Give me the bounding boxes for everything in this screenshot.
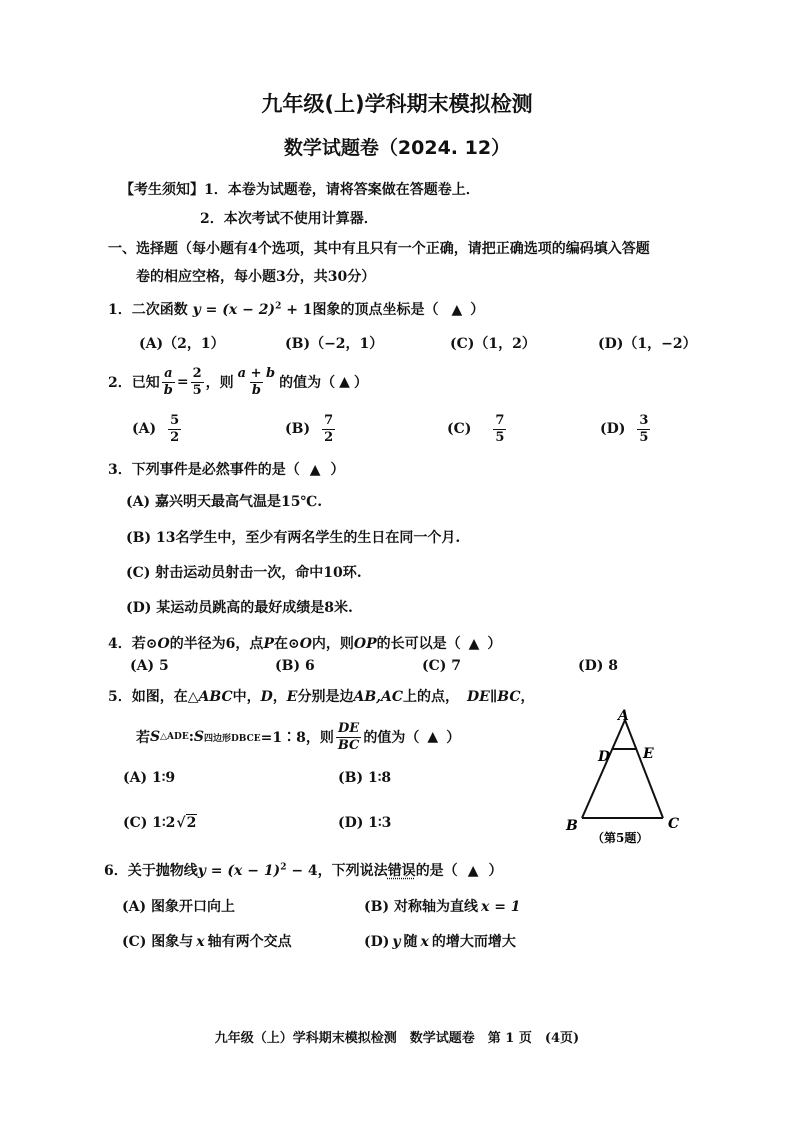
q5-answer-mark: ▲ (427, 729, 439, 746)
q6-option-c: (C) 图象与 x 轴有两个交点 (122, 934, 292, 950)
q5-option-b: (B) 1∶8 (338, 770, 392, 786)
q1-option-a: (A)（2，1） (139, 336, 225, 352)
q1-number: 1． (108, 302, 132, 318)
label-a: A (618, 708, 629, 724)
q1-tail: + 1图象的顶点坐标是（ (281, 302, 439, 318)
q1-option-b: (B)（−2，1） (285, 336, 384, 352)
question-6: 6．关于抛物线$y = (x - 1)^2 - 4$，下列说法错误的是（ ▲ ） (104, 862, 503, 879)
label-d: D (598, 749, 611, 765)
question-4: 4．若⊙O的半径为6，点P在⊙O内，则OP的长可以是（ ▲ ） (108, 636, 502, 652)
q5-fraction-de-over-bc: $\frac{DE}{BC}$ (337, 721, 360, 753)
q3-stem: 下列事件是必然事件的是（ (131, 462, 300, 478)
q6-option-a: (A) 图象开口向上 (122, 899, 235, 915)
q2-fraction-2-over-5: $\frac{2}{5}$ (192, 366, 202, 398)
question-1 (108, 299, 484, 319)
q2-close: ） (353, 375, 368, 392)
notice-item-1: 1．本卷为试题卷，请将答案做在答题卷上． (204, 182, 480, 198)
q6-option-d: (D) y 随 x 的增大而增大 (364, 934, 516, 950)
q3-number: 3． (108, 462, 132, 478)
q1-answer-mark: ▲ (451, 302, 463, 318)
q1-close: ） (470, 302, 485, 318)
q2-option-a: (A) $\frac{5}{2}$ (132, 413, 180, 445)
q5-triangle-figure (562, 706, 692, 848)
q3-close: ） (330, 462, 345, 478)
side-ab (582, 720, 625, 818)
q6-answer-mark: ▲ (467, 863, 479, 879)
q4-answer-mark: ▲ (468, 636, 480, 652)
q2-pre: 已知 (131, 375, 160, 392)
q3-option-c: (C) 射击运动员射击一次，命中10环. (126, 565, 362, 581)
q2-equals: = (176, 374, 189, 391)
q4-option-b: (B) 6 (275, 658, 315, 674)
notice-item-2: 2．本次考试不使用计算器． (200, 211, 378, 227)
q6-option-b: (B) 对称轴为直线 x = 1 (364, 899, 521, 915)
q4-option-c: (C) 7 (422, 658, 462, 674)
question-2 (108, 367, 368, 397)
q3-answer-mark: ▲ (309, 462, 321, 478)
q5-option-c: (C) 1∶2√2 (123, 815, 197, 831)
q1-text: 二次函数 (131, 302, 188, 318)
notice-label: 【考生须知】 (120, 182, 204, 198)
q1-exponent: 2 (275, 301, 282, 312)
q5-option-d: (D) 1∶3 (338, 815, 392, 831)
label-c: C (668, 816, 680, 832)
section-header-line-2: 卷的相应空格，每小题3分，共30分） (136, 269, 376, 285)
figure-caption: （第5题） (592, 831, 649, 845)
q2-option-c: (C) $\frac{7}{5}$ (447, 413, 505, 445)
q2-number: 2． (108, 375, 132, 392)
side-ac (625, 720, 663, 818)
q2-option-b: (B) $\frac{7}{2}$ (285, 413, 334, 445)
q3-option-d: (D) 某运动员跳高的最好成绩是8米. (126, 600, 353, 616)
q5-option-a: (A) 1∶9 (123, 770, 176, 786)
page-footer: 九年级（上）学科期末模拟检测 数学试题卷 第 1 页 (4页) (214, 1031, 580, 1046)
q2-fraction-sum-over-b: $\frac{a + b}{b}$ (237, 366, 276, 398)
label-e: E (643, 746, 654, 762)
q2-mid: ，则 (205, 375, 234, 392)
q4-option-a: (A) 5 (130, 658, 169, 674)
notice-block (120, 179, 480, 199)
question-3 (108, 459, 345, 479)
q1-expression: y = (x − 2) (192, 302, 276, 318)
q1-option-c: (C)（1，2） (450, 336, 536, 352)
q6-emphasis-wrong: 错误 (387, 863, 416, 879)
page-subtitle: 数学试题卷（2024. 12） (283, 137, 511, 159)
q3-option-b: (B) 13名学生中，至少有两名学生的生日在同一个月. (126, 530, 461, 546)
q4-option-d: (D) 8 (578, 658, 619, 674)
question-5: 5．如图，在△ABC中，D，E分别是边AB,AC上的点， DE∥BC， (108, 689, 535, 705)
section-header-line-1: 一、选择题（每小题有4个选项，其中有且只有一个正确，请把正确选项的编码填入答题 (108, 241, 650, 257)
q2-option-d: (D) $\frac{3}{5}$ (600, 413, 649, 445)
q2-fraction-a-over-b: $\frac{a}{b}$ (163, 366, 173, 398)
q1-option-d: (D)（1，−2） (598, 336, 697, 352)
q3-option-a: (A) 嘉兴明天最高气温是15℃. (126, 494, 323, 510)
q2-tail: 的值为（ (279, 375, 336, 392)
q5-condition: 若 S △ADE : S 四边形DBCE =1∶8，则 $\frac{DE}{BC}$ 的值为（ ▲ ） (136, 721, 461, 753)
q2-answer-mark: ▲ (339, 374, 350, 391)
label-b: B (566, 818, 578, 834)
page-title: 九年级(上)学科期末模拟检测 (261, 92, 533, 116)
